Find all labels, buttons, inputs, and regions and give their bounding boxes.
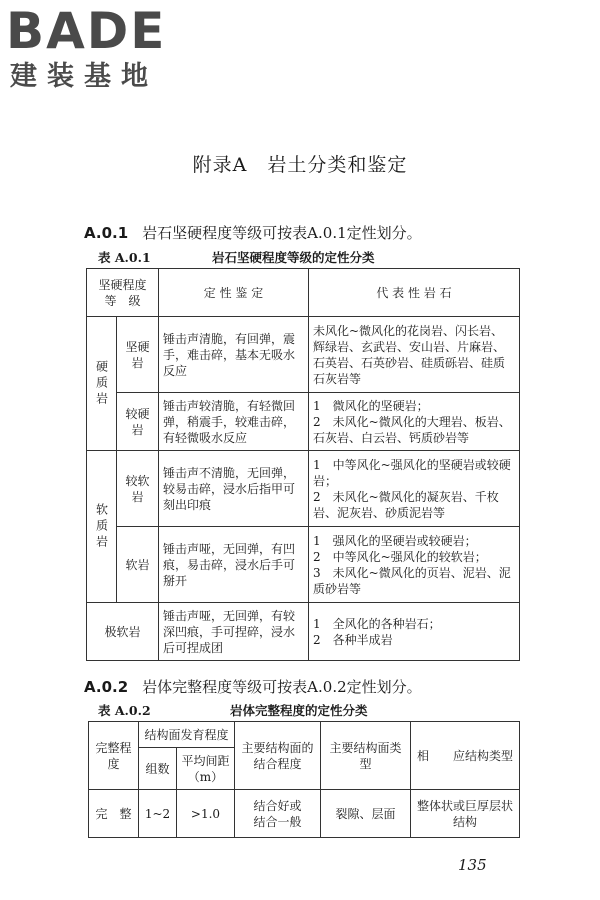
section-number: A.0.1	[84, 224, 129, 242]
table2-caption-title: 岩体完整程度的定性分类	[230, 703, 368, 718]
header-rocks: 代 表 性 岩 石	[309, 269, 520, 317]
table-row	[87, 317, 520, 393]
logo-subtitle: 建装基地	[10, 61, 158, 92]
grade-cell: 软岩	[117, 527, 159, 603]
header-type: 主要结构面类 型	[321, 722, 411, 790]
structure-cell: 整体状或巨厚层状结构	[411, 790, 520, 838]
page-number: 135	[458, 856, 487, 874]
rocks-cell: 1 强风化的坚硬岩或较硬岩； 2 中等风化~强风化的较软岩； 3 未风化~微风化的页岩、泥岩、泥质砂岩等	[309, 527, 520, 603]
table-row	[87, 603, 520, 661]
header-spacing: 平均间距 （m）	[177, 748, 235, 790]
header-groups: 组数	[139, 748, 177, 790]
table2-caption-number: 表 A.0.2	[98, 703, 151, 718]
group-soft: 软质岩	[87, 451, 117, 603]
rocks-cell: 1 微风化的坚硬岩； 2 未风化~微风化的大理岩、板岩、石灰岩、白云岩、钙质砂岩等	[309, 393, 520, 451]
page-title: 附录A 岩土分类和鉴定	[192, 154, 408, 176]
header-grade: 坚硬程度 等 级	[87, 269, 159, 317]
table-header-row	[87, 269, 520, 317]
section-a02	[84, 676, 422, 697]
type-cell: 裂隙、层面	[321, 790, 411, 838]
logo	[6, 2, 176, 94]
table-row	[87, 527, 520, 603]
degree-cell: 完 整	[89, 790, 139, 838]
grade-cell: 较软岩	[117, 451, 159, 527]
table-header-row	[89, 722, 520, 748]
spacing-cell: >1.0	[177, 790, 235, 838]
rock-hardness-table	[86, 268, 520, 661]
rocks-cell: 未风化~微风化的花岗岩、闪长岩、辉绿岩、玄武岩、安山岩、片麻岩、石英岩、石英砂岩、硅质砾岩、硅质石灰岩等	[309, 317, 520, 393]
header-identification: 定 性 鉴 定	[159, 269, 309, 317]
section-text: 岩体完整程度等级可按表A.0.2定性划分。	[142, 678, 422, 696]
table-row	[87, 451, 520, 527]
section-number: A.0.2	[84, 678, 129, 696]
identification-cell: 锤击声哑，无回弹，有凹痕，易击碎，浸水后手可掰开	[159, 527, 309, 603]
grade-cell: 极软岩	[87, 603, 159, 661]
grade-cell: 坚硬岩	[117, 317, 159, 393]
logo-wordmark: BADE	[6, 2, 167, 60]
identification-cell: 锤击声较清脆，有轻微回弹，稍震手，较难击碎，有轻微吸水反应	[159, 393, 309, 451]
rocks-cell: 1 中等风化~强风化的坚硬岩或较硬岩； 2 未风化~微风化的凝灰岩、千枚岩、泥灰岩、砂质泥岩等	[309, 451, 520, 527]
header-structural: 结构面发育程度	[139, 722, 235, 748]
header-structure: 相 应结构类型	[411, 722, 520, 790]
table1-caption-title: 岩石坚硬程度等级的定性分类	[212, 250, 375, 265]
table-row	[87, 393, 520, 451]
groups-cell: 1~2	[139, 790, 177, 838]
header-degree: 完整程度	[89, 722, 139, 790]
grade-cell: 较硬岩	[117, 393, 159, 451]
section-a01	[84, 222, 422, 243]
identification-cell: 锤击声清脆，有回弹，震手，难击碎，基本无吸水反应	[159, 317, 309, 393]
table-row	[89, 790, 520, 838]
header-bonding: 主要结构面的结合程度	[235, 722, 321, 790]
bonding-cell: 结合好或 结合一般	[235, 790, 321, 838]
identification-cell: 锤击声哑，无回弹，有较深凹痕，手可捏碎，浸水后可捏成团	[159, 603, 309, 661]
rocks-cell: 1 全风化的各种岩石； 2 各种半成岩	[309, 603, 520, 661]
group-hard: 硬质岩	[87, 317, 117, 451]
rock-mass-integrity-table	[88, 721, 520, 838]
table1-caption-number: 表 A.0.1	[98, 250, 151, 265]
identification-cell: 锤击声不清脆，无回弹，较易击碎，浸水后指甲可刻出印痕	[159, 451, 309, 527]
section-text: 岩石坚硬程度等级可按表A.0.1定性划分。	[142, 224, 422, 242]
